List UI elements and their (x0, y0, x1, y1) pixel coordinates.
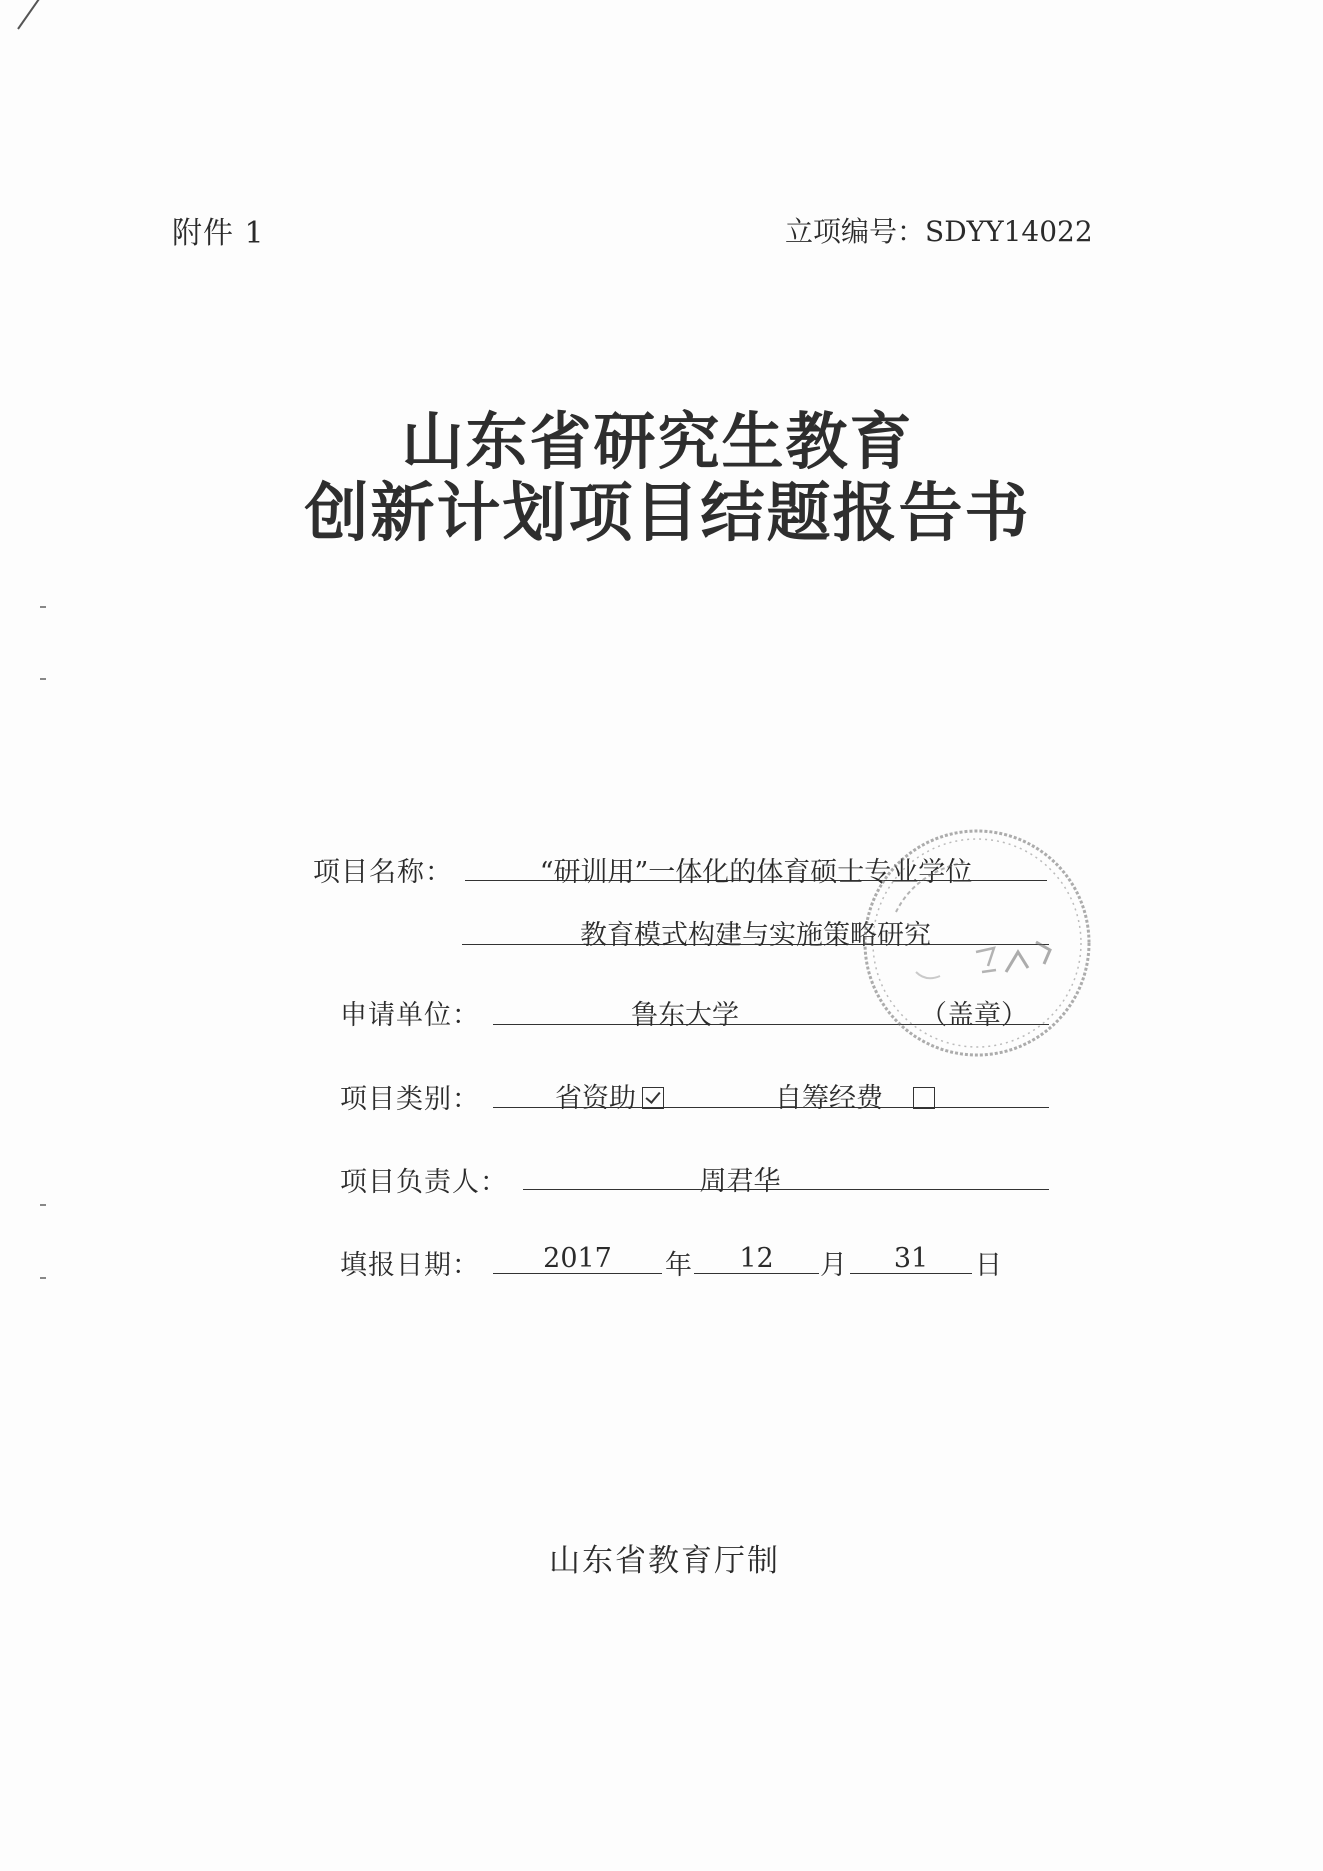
project-category-label: 项目类别： (340, 1084, 480, 1115)
scan-speck (40, 678, 46, 680)
category-provincial-checkbox[interactable] (642, 1087, 664, 1109)
project-number-value: SDYY14022 (925, 215, 1093, 248)
category-option-self-funded-label: 自筹经费 (775, 1083, 883, 1114)
issuer-footer: 山东省教育厅制 (549, 1543, 780, 1579)
attachment-label: 附件 1 (172, 216, 265, 251)
seal-note: （盖章） (920, 1000, 1028, 1031)
project-leader-value: 周君华 (699, 1166, 781, 1197)
report-title-line2: 创新计划项目结题报告书 (304, 476, 1031, 551)
scan-speck (40, 1277, 46, 1279)
project-name-value-line2: 教育模式构建与实施策略研究 (580, 920, 931, 951)
category-option-self-funded[interactable] (775, 1076, 935, 1115)
category-option-provincial-label: 省资助 (555, 1083, 636, 1114)
report-title-line1: 山东省研究生教育 (401, 405, 914, 478)
project-name-label: 项目名称： (313, 857, 453, 888)
fill-date-month-unit: 月 (820, 1250, 848, 1281)
project-number-label: 立项编号： (785, 215, 926, 248)
category-self-funded-checkbox[interactable] (913, 1087, 935, 1109)
official-seal-stamp (856, 822, 1098, 1064)
scan-speck (40, 1204, 46, 1206)
project-number (785, 210, 1093, 250)
applicant-unit-value: 鲁东大学 (631, 1000, 739, 1031)
scan-stroke-mark (17, 0, 53, 30)
project-leader-label: 项目负责人： (340, 1167, 508, 1198)
project-name-value-line1: “研训用”一体化的体育硕士专业学位 (539, 857, 973, 888)
applicant-unit-label: 申请单位： (340, 1000, 480, 1031)
fill-date-day: 31 (893, 1243, 929, 1274)
fill-date-year: 2017 (543, 1243, 612, 1274)
category-option-provincial[interactable] (555, 1076, 664, 1115)
fill-date-label: 填报日期： (340, 1250, 480, 1281)
scan-speck (40, 606, 46, 608)
fill-date-year-unit: 年 (665, 1250, 693, 1281)
fill-date-day-unit: 日 (975, 1250, 1003, 1281)
fill-date-month: 12 (739, 1243, 774, 1274)
